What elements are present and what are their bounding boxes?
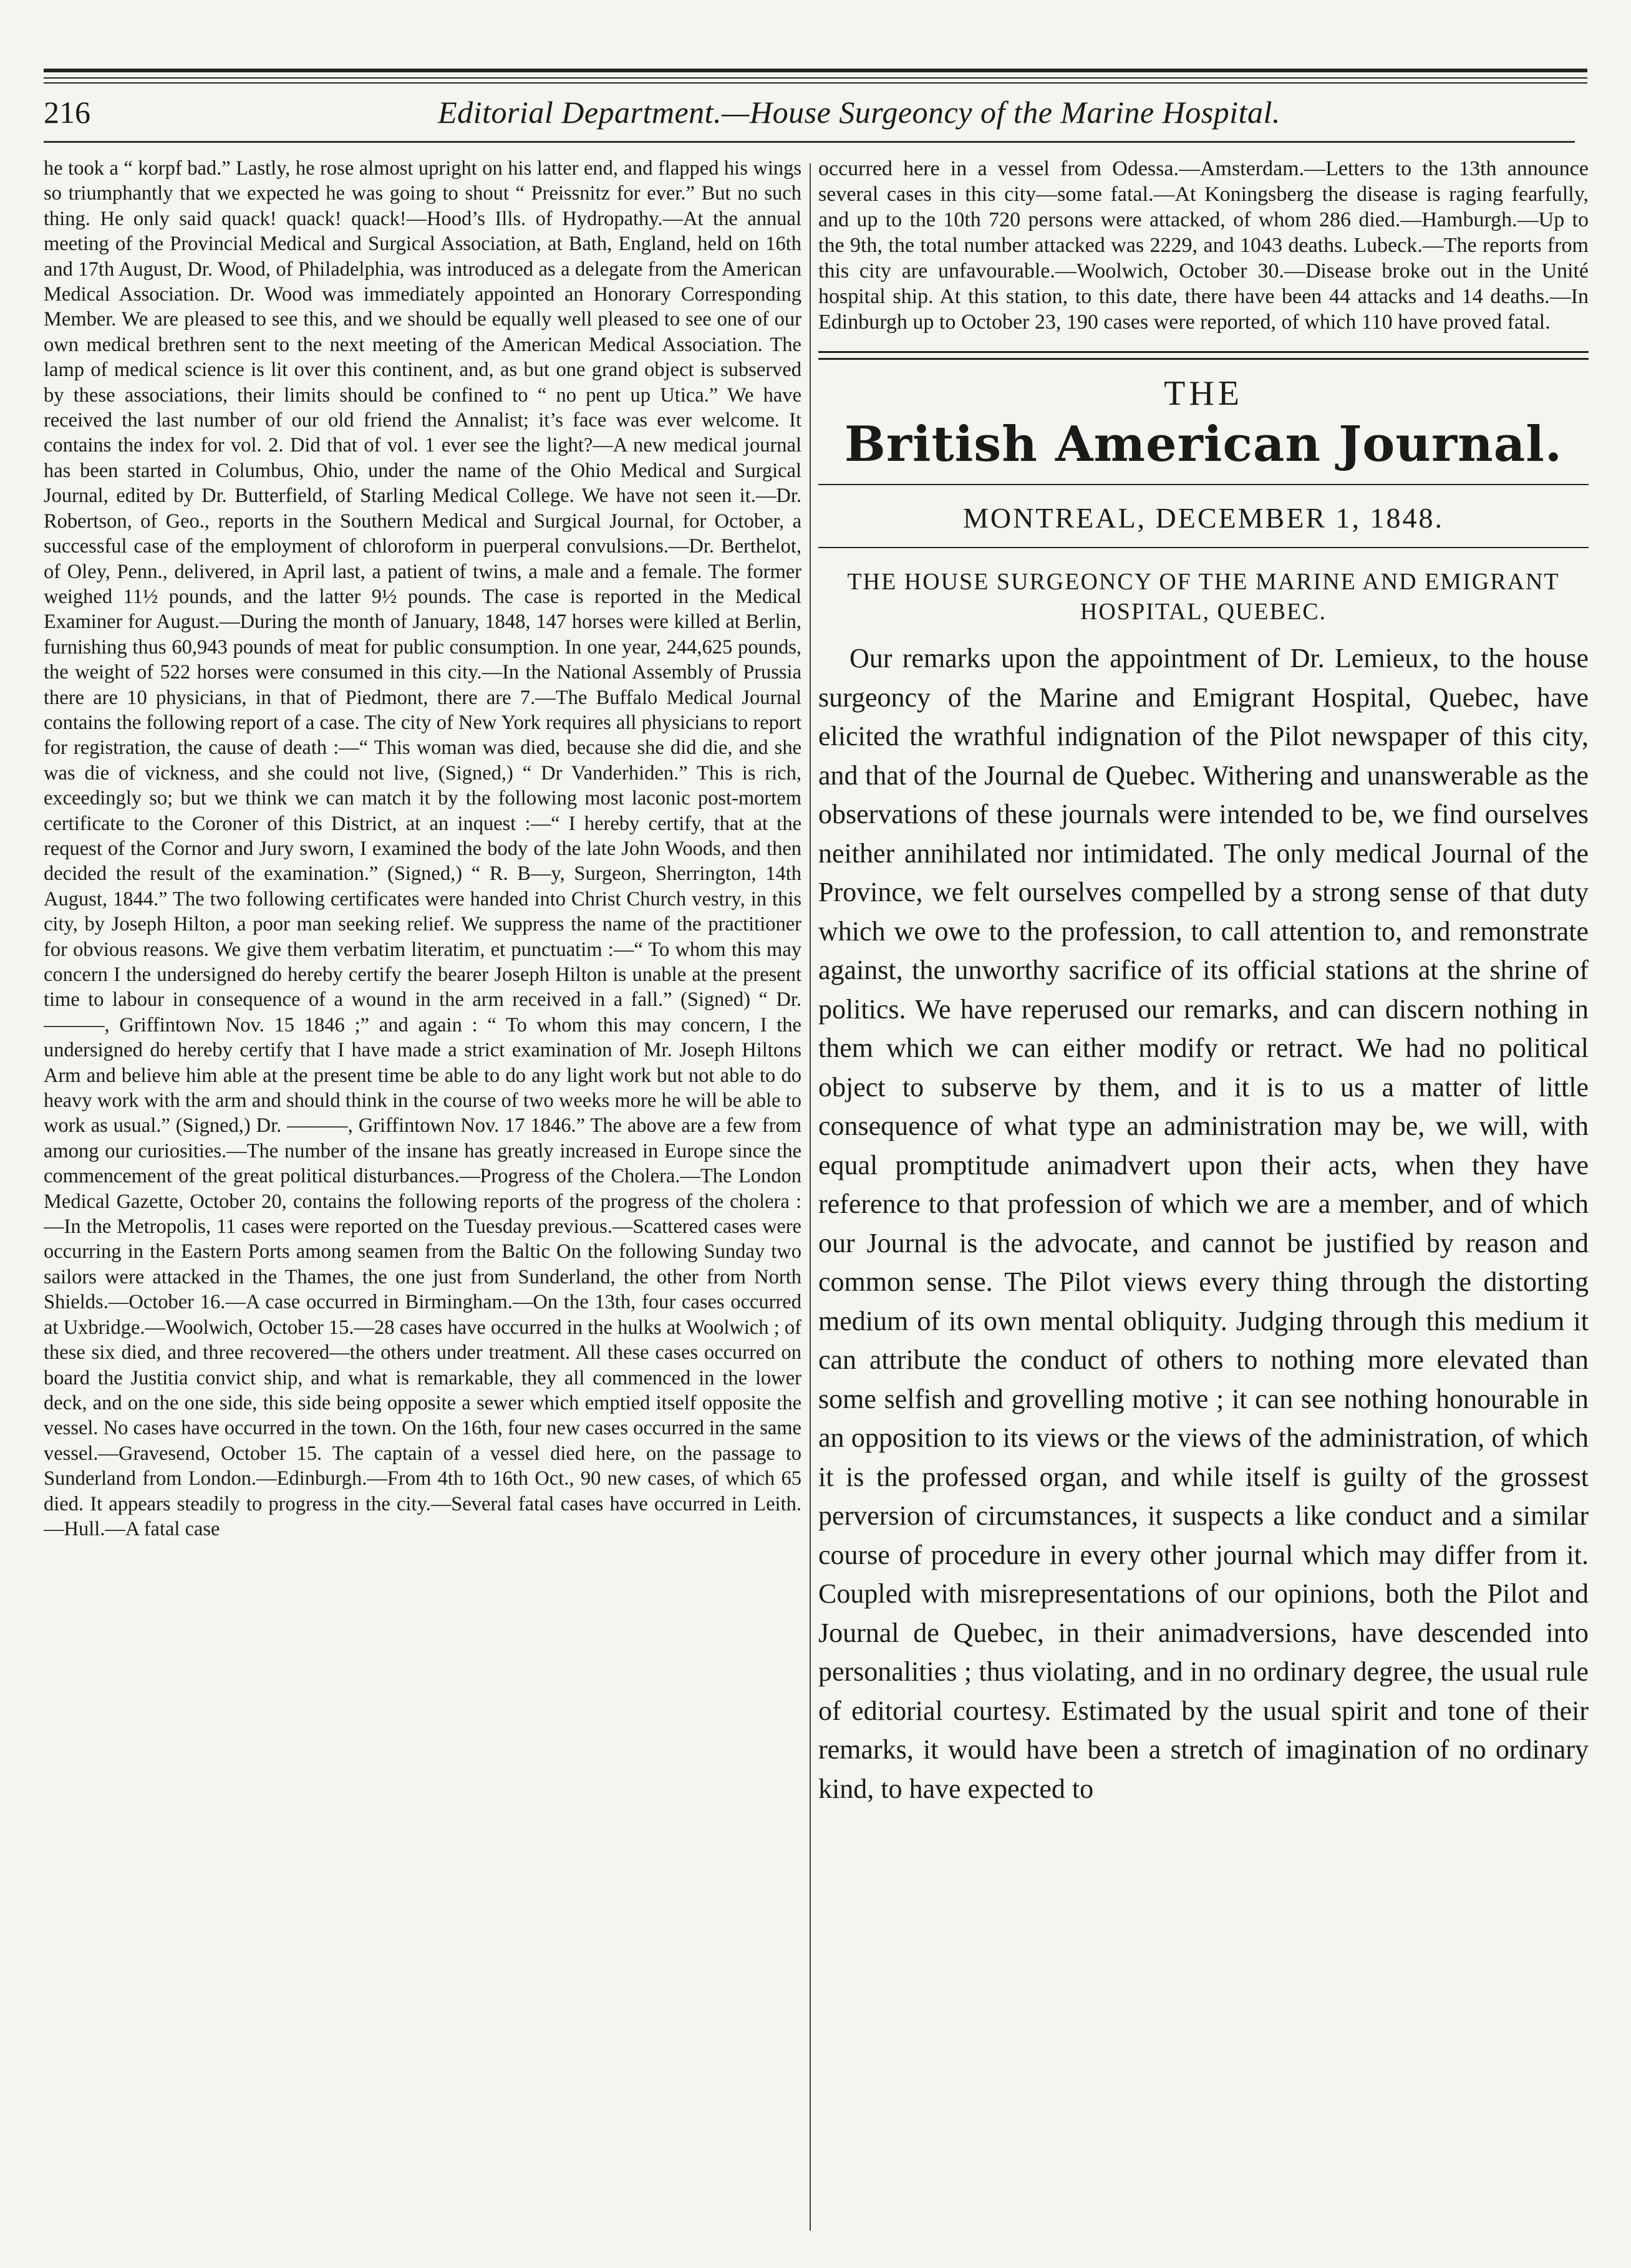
right-column xyxy=(818,156,1589,2231)
article-body: Our remarks upon the appointment of Dr. Lemieux, to the house surgeoncy of the Marine and Emigrant Hospital, Quebec, have elicited the wrathful indignation of the Pilot newspaper of this city, and that of the Journal de Quebec. Withering and unanswerable as the observations of these journals were intended to be, we find ourselves neither annihilated nor intimidated. The only medical Journal of the Province, we felt ourselves compelled by a strong sense of that duty which we owe to the profession, to call attention to, and remonstrate against, the unworthy sacrifice of its official stations at the shrine of politics. We have reperused our remarks, and can discern nothing in them which we can either modify or retract. We had no political object to subserve by them, and it is to us a matter of little consequence of what type an administration may be, we will, with equal promptitude animadvert upon their acts, when they have reference to that profession of which we are a member, and of which our Journal is the advocate, and cannot be justified by reason and common sense. The Pilot views every thing through the distorting medium of its own mental obliquity. Judging through this medium it can attribute the conduct of others to nothing more elevated than some selfish and grovelling motive ; it can see nothing honourable in an opposition to its views or the views of the administration, of which it is the professed organ, and while itself is guilty of the grossest perversion of circumstances, it suspects a like conduct and a similar course of procedure in every other journal which may differ from it. Coupled with misrepresentations of our opinions, both the Pilot and Journal de Quebec, in their animadversions, have descended into personalities ; thus violating, and in no ordinary degree, the usual rule of editorial courtesy. Estimated by the usual spirit and tone of their remarks, it would have been a stretch of imagination of no ordinary kind, to have expected to xyxy=(818,643,1589,1804)
dateline-rule xyxy=(818,547,1589,548)
top-thin-rule xyxy=(44,77,1587,79)
dateline: MONTREAL, DECEMBER 1, 1848. xyxy=(963,502,1444,534)
masthead-the: THE xyxy=(1164,374,1243,413)
left-column-text: he took a “ korpf bad.” Lastly, he rose almost upright on his latter end, and flapped his wings so triumphantly that we expected he was going to shout “ Preissnitz for ever.” But no such thing. He only said quack! quack! quack!—Hood’s Ills. of Hydropathy.—At the annual meeting of the Provincial Medical and Surgical Association, at Bath, England, held on 16th and 17th August, Dr. Wood, of Philadelphia, was introduced as a delegate from the American Medical Association. Dr. Wood was immediately appointed an Honorary Corresponding Member. We are pleased to see this, and we should be equally well pleased to see one of our own medical brethren sent to the next meeting of the American Medical Association. The lamp of medical science is lit over this continent, and, as but one grand object is subserved by these associations, their limits should be confined to “ no pent up Utica.” We have received the last number of our old friend the Annalist; it’s face was ever welcome. It contains the index for vol. 2. Did that of vol. 1 ever see the light?—A new medical journal has been started in Columbus, Ohio, under the name of the Ohio Medical and Surgical Journal, edited by Dr. Butterfield, of Starling Medical College. We have not seen it.—Dr. Robertson, of Geo., reports in the Southern Medical and Surgical Journal, for October, a successful case of the employment of chloroform in puerperal convulsions.—Dr. Berthelot, of Oley, Penn., delivered, in April last, a patient of twins, a male and a female. The former weighed 11½ pounds, and the latter 9½ pounds. The case is reported in the Medical Examiner for August.—During the month of January, 1848, 147 horses were killed at Berlin, furnishing thus 60,943 pounds of meat for public consumption. In one year, 244,625 pounds, the weight of 522 horses were consumed in this city.—In the National Assembly of Prussia there are 10 physicians, in that of Piedmont, there are 7.—The Buffalo Medical Journal contains the following report of a case. The city of New York requires all physicians to report for registration, the cause of death :—“ This woman was died, because she did die, and she was die of vickness, and she could not live, (Signed,) “ Dr Vanderhiden.” This is rich, exceedingly so; but we think we can match it by the following most laconic post-mortem certificate to the Coroner of this District, at an inquest :—“ I hereby certify, that at the request of the Cornor and Jury sworn, I examined the body of the late John Woods, and then decided the result of the examination.” (Signed,) “ R. B—y, Surgeon, Sherrington, 14th August, 1844.” The two following certificates were handed into Christ Church vestry, in this city, by Joseph Hilton, a poor man seeking relief. We suppress the name of the practitioner for obvious reasons. We give them verbatim literatim, et punctuatim :—“ To whom this may concern I the undersigned do hereby certify the bearer Joseph Hilton is unable at the present time to labour in consequence of a wound in the arm received in a fall.” (Signed) “ Dr. ———, Griffintown Nov. 15 1846 ;” and again : “ To whom this may concern, I the undersigned do hereby certify that I have made a strict examination of Mr. Joseph Hiltons Arm and believe him able at the present time be able to do any light work but not able to do heavy work with the arm and should think in the course of two weeks more he will be able to work as usual.” (Signed,) Dr. ———, Griffintown Nov. 17 1846.” The above are a few from among our curiosities.—The number of the insane has greatly increased in Europe since the commencement of the great political disturbances.—Progress of the Cholera.—The London Medical Gazette, October 20, contains the following reports of the progress of the cholera :—In the Metropolis, 11 cases were reported on the Tuesday previous.—Scattered cases were occurring in the Eastern Ports among seamen from the Baltic On the following Sunday two sailors were attacked in the Thames, the one just from Sunderland, the other from North Shields.—October 16.—A case occurred in Birmingham.—On the 13th, four cases occurred at Uxbridge.—Woolwich, October 15.—28 cases have occurred in the hulks at Woolwich ; of these six died, and three recovered—the others under treatment. All these cases occurred on board the Justitia convict ship, and what is remarkable, they all commenced in the lower deck, and on the one side, this side being opposite a sewer which emptied itself opposite the vessel. No cases have occurred in the town. On the 16th, four new cases occurred in the same vessel.—Gravesend, October 15. The captain of a vessel died here, on the passage to Sunderland from London.—Edinburgh.—From 4th to 16th Oct., 90 new cases, of which 65 died. It appears steadily to progress in the city.—Several fatal cases have occurred in Leith.—Hull.—A fatal case xyxy=(44,157,801,1540)
header-rule xyxy=(44,141,1575,143)
masthead-rule xyxy=(818,484,1589,485)
page-number: 216 xyxy=(44,95,90,130)
masthead-title: British American Journal. xyxy=(844,416,1563,473)
continued-text: occurred here in a vessel from Odessa.—Amsterdam.—Letters to the 13th announce several cases in this city—some fatal.—At Koningsberg the disease is raging fearfully, and up to the 10th 720 persons were attacked, of whom 286 died.—Hamburgh.—Up to the 9th, the total number attacked was 2229, and 1043 deaths. Lubeck.—The reports from this city are unfavourable.—Woolwich, October 30.—Disease broke out in the Unité hospital ship. At this station, to this date, there have been 44 attacks and 14 deaths.—In Edinburgh up to October 23, 190 cases were reported, of which 110 have proved fatal. xyxy=(818,157,1589,334)
article-title: THE HOUSE SURGEONCY OF THE MARINE AND EMIGRANT HOSPITAL, QUEBEC. xyxy=(847,569,1560,625)
column-divider xyxy=(810,163,811,2231)
left-column xyxy=(44,156,801,2231)
top-heavy-rule xyxy=(44,69,1587,72)
section-double-rule xyxy=(818,351,1589,360)
page-header xyxy=(44,87,1575,137)
running-head: Editorial Department.—House Surgeoncy of the Marine Hospital. xyxy=(438,95,1280,130)
top-thin-rule-2 xyxy=(44,82,1587,84)
